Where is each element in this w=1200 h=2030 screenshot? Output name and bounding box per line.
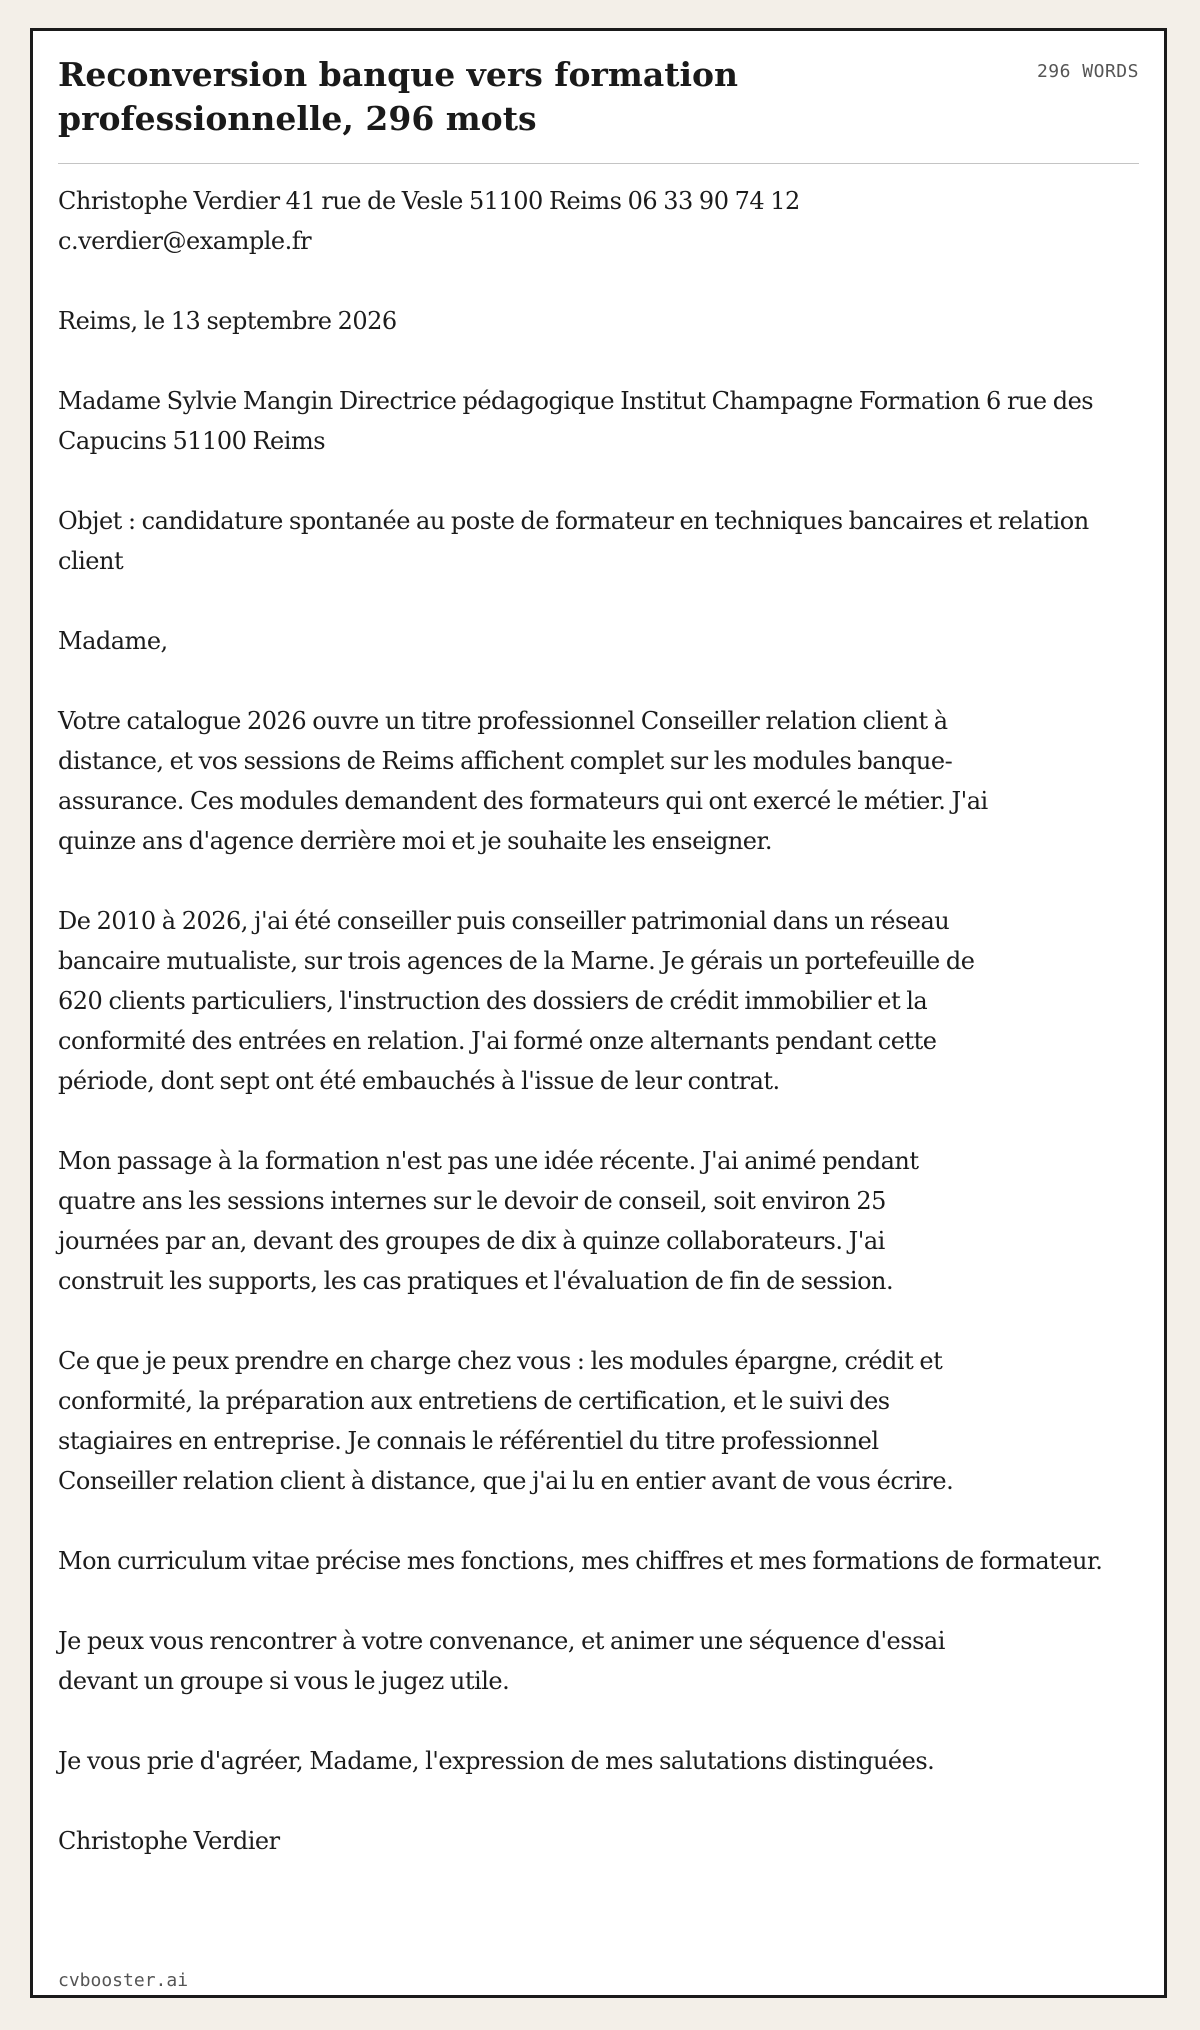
letter-subject: Objet : candidature spontanée au poste de formateur en techniques bancaires et relation client [58,507,1089,575]
recipient-block: Madame Sylvie Mangin Directrice pédagogique Institut Champagne Formation 6 rue des Capucins 51100 Reims [58,387,1094,455]
closing-formula: Je vous prie d'agréer, Madame, l'expression de mes salutations distinguées. [58,1747,935,1775]
body-paragraph: Mon passage à la formation n'est pas une idée récente. J'ai animé pendant quatre ans les sessions internes sur le devoir de conseil, soit environ 25 journées par an, devant des groupes de dix à quinze collaborateurs. J'ai construit les supports, les cas pratiques et l'évaluation de fin de session. [58,1147,919,1295]
letter-salutation: Madame, [58,627,168,655]
letter-header [58,53,1139,164]
letter-card [30,28,1167,1998]
footer-brand: cvbooster.ai [58,1970,189,1991]
body-paragraph: Votre catalogue 2026 ouvre un titre professionnel Conseiller relation client à distance, et vos sessions de Reims affichent complet sur les modules banque-assurance. Ces modules demandent des formateurs qui ont exercé le métier. J'ai quinze ans d'agence derrière moi et je souhaite les enseigner. [58,707,988,855]
body-paragraph: Mon curriculum vitae précise mes fonctions, mes chiffres et mes formations de formateur. [58,1547,1103,1575]
letter-body [58,181,1108,1901]
sender-block: Christophe Verdier 41 rue de Vesle 51100 Reims 06 33 90 74 12 c.verdier@example.fr [58,187,800,255]
page-title: Reconversion banque vers formation professionnelle, 296 mots [58,55,738,138]
body-paragraph: De 2010 à 2026, j'ai été conseiller puis conseiller patrimonial dans un réseau bancaire mutualiste, sur trois agences de la Marne. Je gérais un portefeuille de 620 clients particuliers, l'instruction des dossiers de crédit immobilier et la conformité des entrées en relation. J'ai formé onze alternants pendant cette période, dont sept ont été embauchés à l'issue de leur contrat. [58,907,975,1095]
letter-date: Reims, le 13 septembre 2026 [58,307,397,335]
body-paragraph: Ce que je peux prendre en charge chez vous : les modules épargne, crédit et conformité, la préparation aux entretiens de certification, et le suivi des stagiaires en entreprise. Je connais le référentiel du titre professionnel Conseiller relation client à distance, que j'ai lu en entier avant de vous écrire. [58,1347,954,1495]
signature: Christophe Verdier [58,1827,280,1855]
word-count-badge: 296 WORDS [1036,61,1139,82]
body-paragraph: Je peux vous rencontrer à votre convenance, et animer une séquence d'essai devant un groupe si vous le jugez utile. [58,1627,945,1695]
